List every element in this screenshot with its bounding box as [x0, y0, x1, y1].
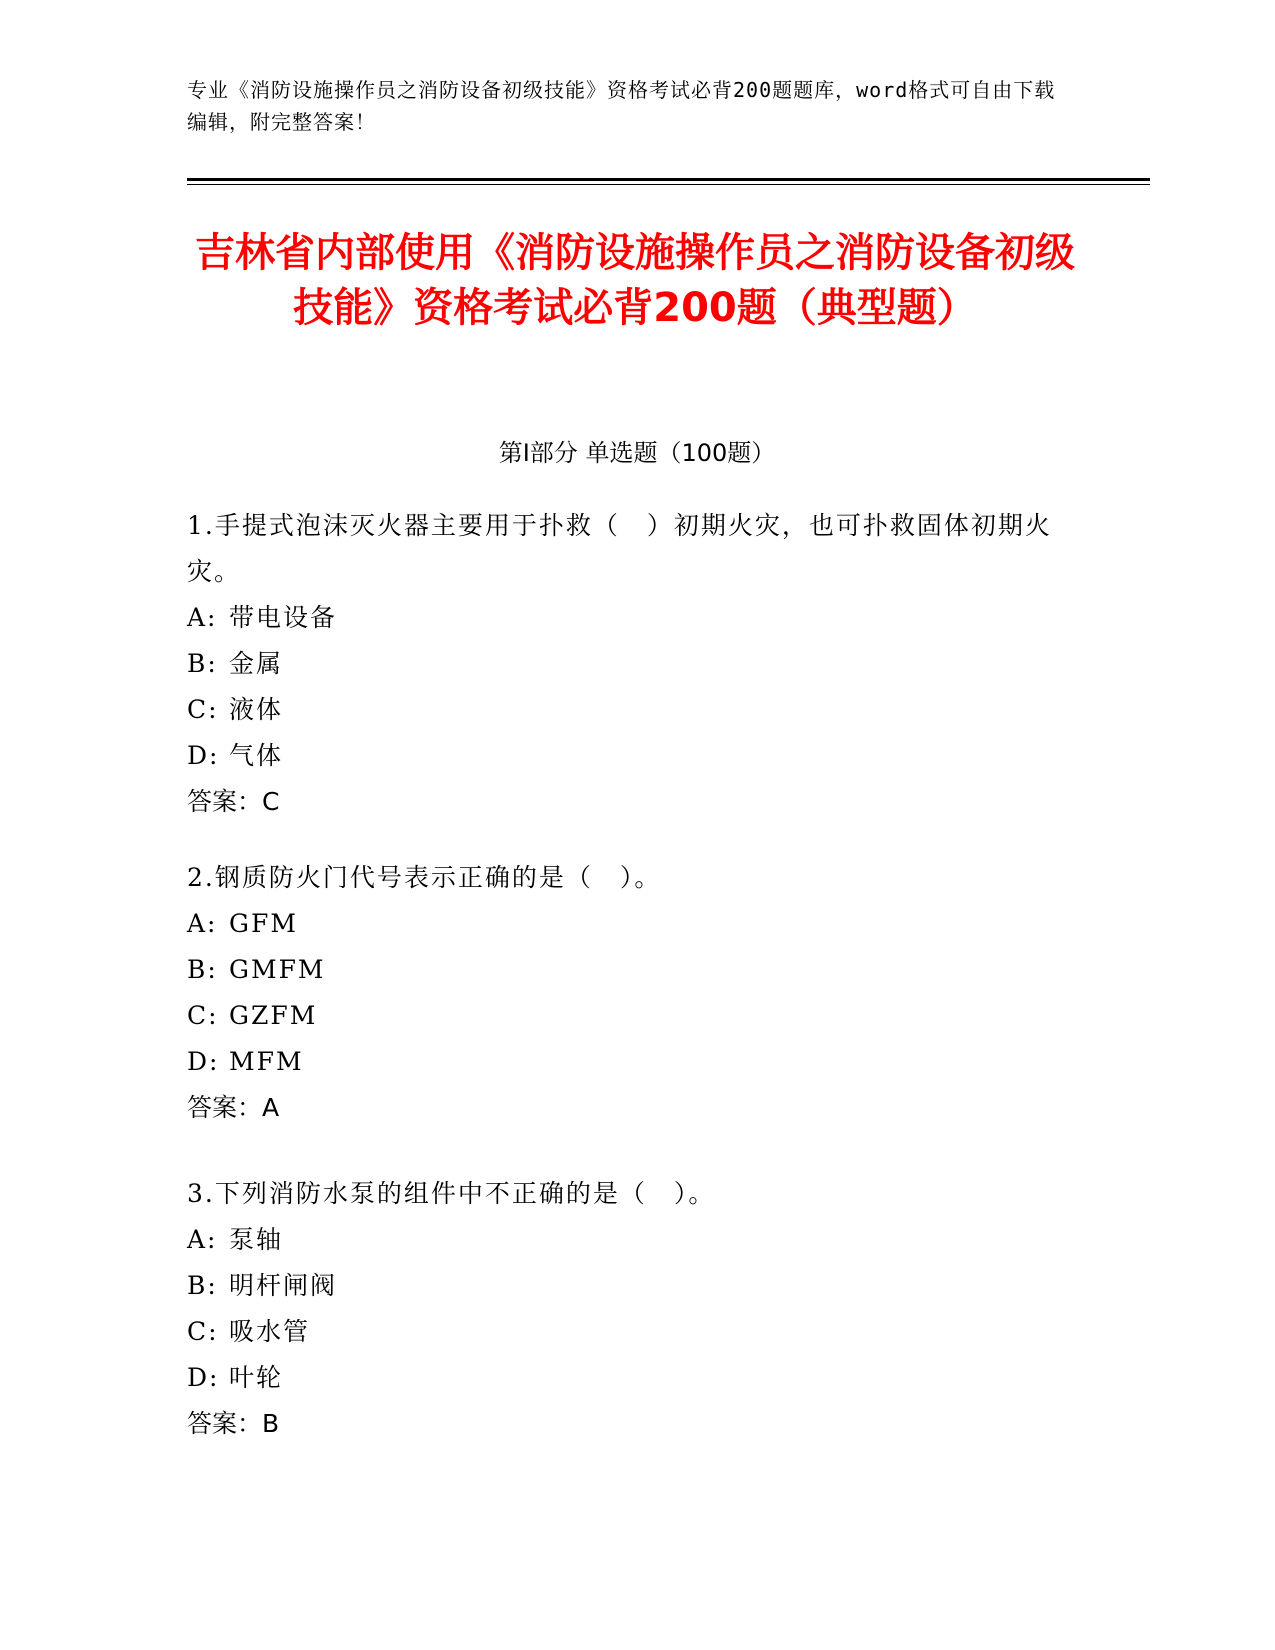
option-letter: C:: [187, 1001, 219, 1030]
option-c: [187, 993, 1067, 1039]
question-3: [187, 1171, 1067, 1447]
answer: 答案：C: [187, 787, 280, 816]
option-a: [187, 1217, 1067, 1263]
option-text: 叶轮: [229, 1363, 284, 1392]
option-text: 吸水管: [229, 1317, 311, 1346]
option-text: GFM: [229, 909, 298, 938]
option-d: [187, 733, 1067, 779]
option-letter: D:: [187, 1363, 220, 1392]
option-a: [187, 595, 1067, 641]
question-1: [187, 503, 1067, 825]
answer: 答案：B: [187, 1409, 280, 1438]
header-rule-thick: [187, 178, 1150, 181]
option-letter: B:: [187, 955, 218, 984]
option-d: [187, 1039, 1067, 1085]
option-text: 金属: [229, 649, 284, 678]
option-text: 液体: [229, 695, 284, 724]
question-stem: 1.手提式泡沫灭火器主要用于扑救（ ）初期火灾，也可扑救固体初期火灾。: [187, 511, 1052, 586]
option-text: 明杆闸阀: [229, 1271, 338, 1300]
option-text: GMFM: [229, 955, 326, 984]
option-text: 带电设备: [229, 603, 338, 632]
question-2: [187, 855, 1067, 1131]
option-c: [187, 687, 1067, 733]
option-b: [187, 947, 1067, 993]
option-letter: A:: [187, 1225, 218, 1254]
option-text: 气体: [229, 741, 284, 770]
header-note: 专业《消防设施操作员之消防设备初级技能》资格考试必背200题题库，word格式可自由下载编辑，附完整答案！: [187, 78, 1056, 134]
option-letter: A:: [187, 603, 218, 632]
option-text: 泵轴: [229, 1225, 284, 1254]
option-letter: A:: [187, 909, 218, 938]
option-letter: D:: [187, 1047, 220, 1076]
question-stem: 2.钢质防火门代号表示正确的是（ ）。: [187, 863, 662, 892]
question-stem: 3.下列消防水泵的组件中不正确的是（ ）。: [187, 1179, 716, 1208]
option-a: [187, 901, 1067, 947]
option-letter: C:: [187, 1317, 219, 1346]
option-letter: D:: [187, 741, 220, 770]
answer: 答案：A: [187, 1093, 280, 1122]
document-title: 吉林省内部使用《消防设施操作员之消防设备初级技能》资格考试必背200题（典型题）: [195, 230, 1075, 331]
option-b: [187, 1263, 1067, 1309]
option-c: [187, 1309, 1067, 1355]
option-letter: B:: [187, 649, 218, 678]
option-letter: B:: [187, 1271, 218, 1300]
option-d: [187, 1355, 1067, 1401]
header-rule-thin: [187, 184, 1150, 185]
option-b: [187, 641, 1067, 687]
option-letter: C:: [187, 695, 219, 724]
option-text: GZFM: [229, 1001, 318, 1030]
option-text: MFM: [229, 1047, 304, 1076]
section-heading: 第Ⅰ部分 单选题（100题）: [498, 439, 776, 467]
